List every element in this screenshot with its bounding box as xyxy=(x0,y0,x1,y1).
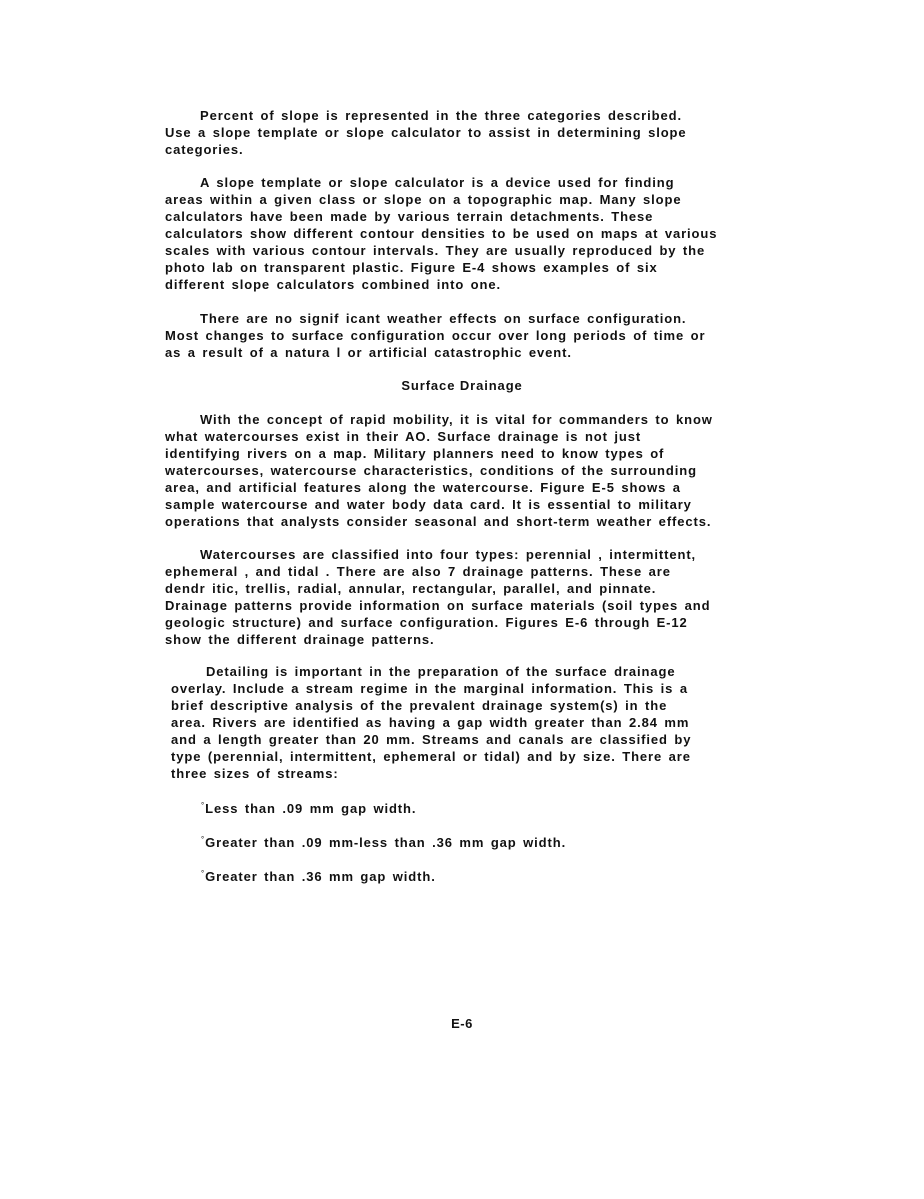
bullet-text: Greater than .36 mm gap width. xyxy=(205,869,436,884)
text-line: sample watercourse and water body data card. It is essential to military xyxy=(165,497,692,512)
text-line: With the concept of rapid mobility, it is vital for commanders to know xyxy=(200,412,713,427)
text-line: Use a slope template or slope calculator to assist in determining slope xyxy=(165,125,687,140)
text-line: Percent of slope is represented in the three categories described. xyxy=(200,108,682,123)
text-line: operations that analysts consider seasonal and short-term weather effects. xyxy=(165,514,712,529)
text-line: Most changes to surface configuration occur over long periods of time or xyxy=(165,328,706,343)
text-line: Detailing is important in the preparation of the surface drainage xyxy=(206,664,676,679)
paragraph-watercourse-types xyxy=(165,546,795,648)
bullet-text: Less than .09 mm gap width. xyxy=(205,801,417,816)
text-line: and a length greater than 20 mm. Streams and canals are classified by xyxy=(171,732,692,747)
paragraph-slope-percent xyxy=(165,107,795,158)
page-number: E-6 xyxy=(451,1016,473,1031)
degree-bullet-icon: ° xyxy=(201,869,206,878)
text-line: dendr itic, trellis, radial, annular, rectangular, parallel, and pinnate. xyxy=(165,581,657,596)
text-line: as a result of a natura l or artificial catastrophic event. xyxy=(165,345,572,360)
text-line: what watercourses exist in their AO. Surface drainage is not just xyxy=(165,429,642,444)
section-heading: Surface Drainage xyxy=(401,378,523,393)
text-line: scales with various contour intervals. They are usually reproduced by the xyxy=(165,243,706,258)
paragraph-rapid-mobility xyxy=(165,411,795,530)
text-line: type (perennial, intermittent, ephemeral or tidal) and by size. There are xyxy=(171,749,691,764)
degree-bullet-icon: ° xyxy=(201,801,206,810)
paragraph-slope-template xyxy=(165,174,795,293)
text-line: brief descriptive analysis of the prevalent drainage system(s) in the xyxy=(171,698,668,713)
text-line: calculators have been made by various terrain detachments. These xyxy=(165,209,654,224)
text-line: area, and artificial features along the watercourse. Figure E-5 shows a xyxy=(165,480,681,495)
text-line: Drainage patterns provide information on surface materials (soil types and xyxy=(165,598,711,613)
bullet-item xyxy=(201,797,416,817)
bullet-item xyxy=(201,865,436,885)
bullet-item xyxy=(201,831,566,851)
text-line: show the different drainage patterns. xyxy=(165,632,435,647)
text-line: calculators show different contour densities to be used on maps at various xyxy=(165,226,718,241)
text-line: different slope calculators combined into one. xyxy=(165,277,501,292)
paragraph-weather-effects xyxy=(165,310,795,361)
text-line: area. Rivers are identified as having a gap width greater than 2.84 mm xyxy=(171,715,690,730)
degree-bullet-icon: ° xyxy=(201,835,206,844)
text-line: Watercourses are classified into four types: perennial , intermittent, xyxy=(200,547,697,562)
text-line: overlay. Include a stream regime in the marginal information. This is a xyxy=(171,681,688,696)
text-line: There are no signif icant weather effects on surface configuration. xyxy=(200,311,687,326)
text-line: geologic structure) and surface configuration. Figures E-6 through E-12 xyxy=(165,615,688,630)
text-line: watercourses, watercourse characteristics, conditions of the surrounding xyxy=(165,463,697,478)
bullet-text: Greater than .09 mm-less than .36 mm gap width. xyxy=(205,835,567,850)
paragraph-detailing xyxy=(171,663,801,782)
text-line: areas within a given class or slope on a topographic map. Many slope xyxy=(165,192,682,207)
text-line: three sizes of streams: xyxy=(171,766,339,781)
text-line: ephemeral , and tidal . There are also 7 drainage patterns. These are xyxy=(165,564,671,579)
text-line: photo lab on transparent plastic. Figure E-4 shows examples of six xyxy=(165,260,658,275)
text-line: identifying rivers on a map. Military planners need to know types of xyxy=(165,446,665,461)
text-line: categories. xyxy=(165,142,244,157)
text-line: A slope template or slope calculator is a device used for finding xyxy=(200,175,675,190)
